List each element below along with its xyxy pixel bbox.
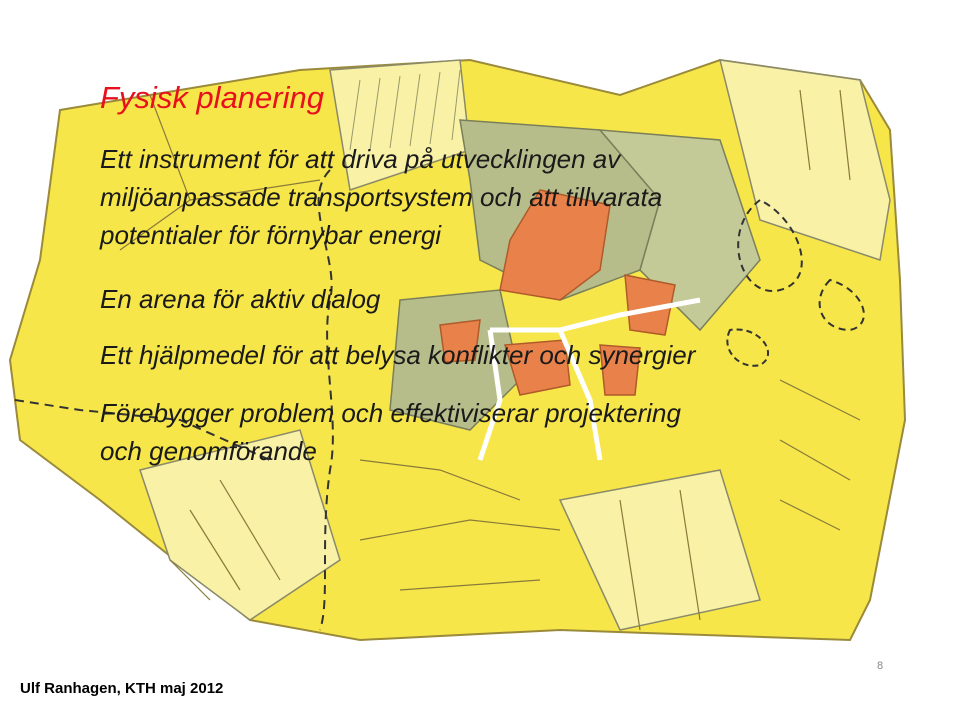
footer-author: Ulf Ranhagen, KTH maj 2012 — [20, 680, 224, 697]
bullet-3-line-1: Ett hjälpmedel för att belysa konflikter och synergier — [100, 340, 696, 370]
bullet-4-line-2: och genomförande — [100, 436, 317, 466]
bullet-1-line-1: Ett instrument för att driva på utvecklingen av — [100, 144, 621, 174]
page-number: 8 — [877, 660, 884, 672]
slide-title: Fysisk planering — [100, 80, 324, 115]
bullet-1-line-3: potentialer för förnybar energi — [100, 220, 442, 250]
bullet-4-line-1: Förebygger problem och effektiviserar projektering — [100, 398, 681, 428]
bullet-1-line-2: miljöanpassade transportsystem och att tillvarata — [100, 182, 663, 212]
bullet-2-line-1: En arena för aktiv dialog — [100, 284, 381, 314]
